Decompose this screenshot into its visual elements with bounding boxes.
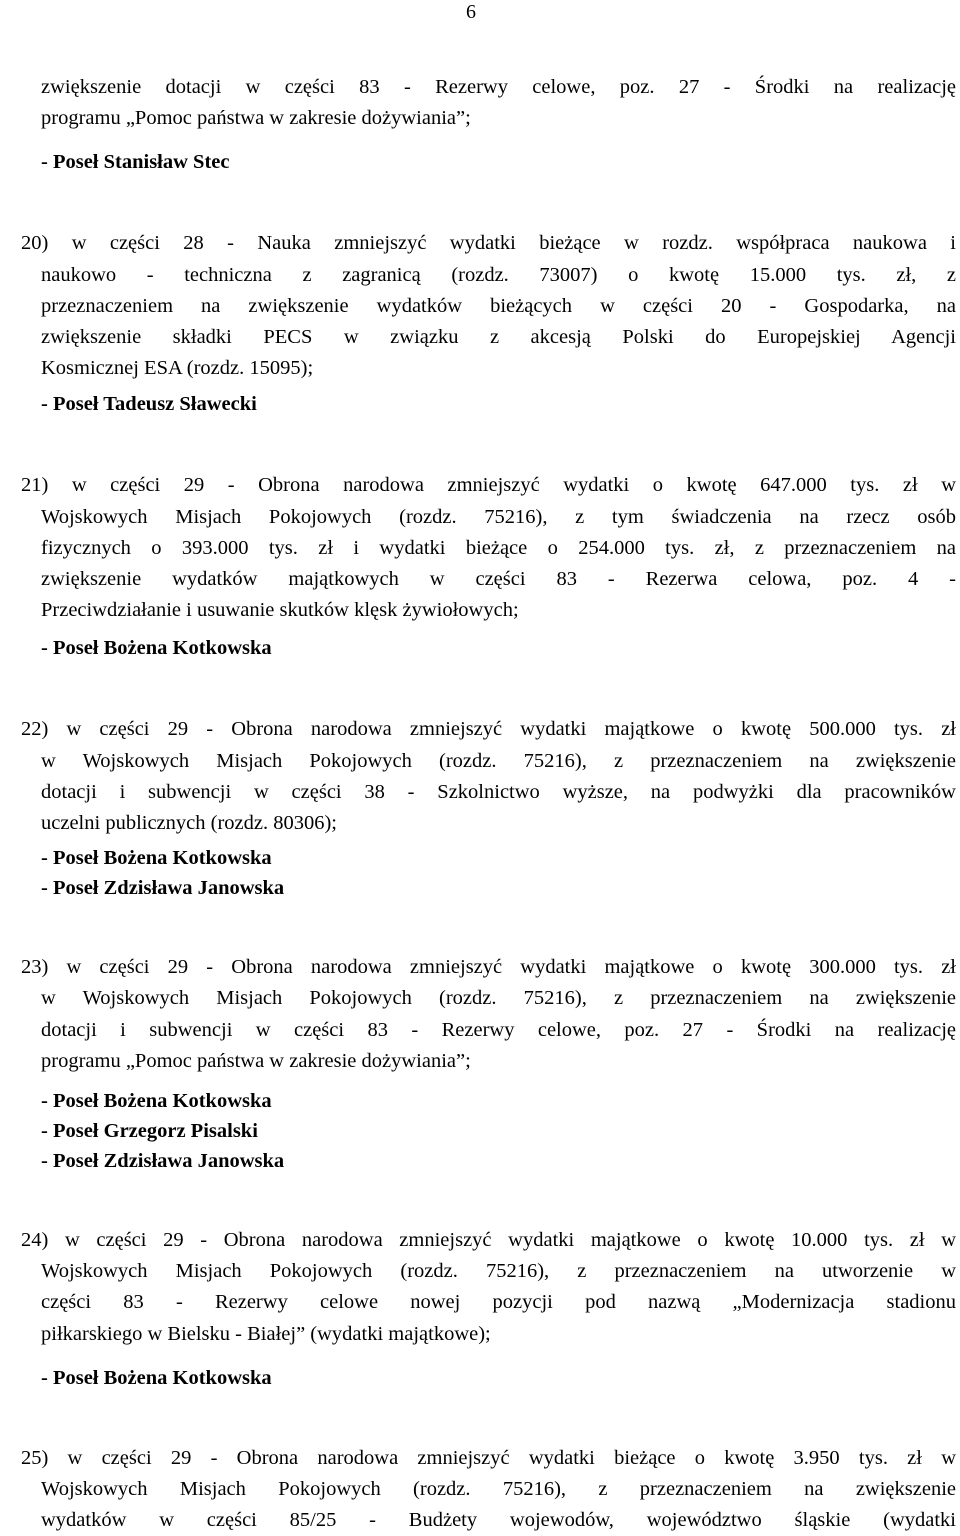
speaker-list — [41, 1086, 956, 1176]
text-line: dotacji i subwencji w części 83 - Rezerwy celowe, poz. 27 - Środki na realizację — [41, 1018, 956, 1041]
speaker-name: - Poseł Stanisław Stec — [41, 151, 230, 174]
amendment-text — [21, 470, 956, 626]
text-line: w Wojskowych Misjach Pokojowych (rozdz. 75216), z przeznaczeniem na zwiększenie — [41, 749, 956, 772]
amendment-text — [21, 714, 956, 839]
text-line: fizycznych o 393.000 tys. zł i wydatki bieżące o 254.000 tys. zł, z przeznaczeniem na — [41, 536, 956, 559]
continuation-text — [41, 72, 956, 134]
text-line: Wojskowych Misjach Pokojowych (rozdz. 75216), z przeznaczeniem na utworzenie w — [41, 1260, 956, 1283]
amendment-text — [21, 1225, 956, 1350]
text-line: dotacji i subwencji w części 38 - Szkolnictwo wyższe, na podwyżki dla pracowników — [41, 780, 956, 803]
speaker-name: - Poseł Zdzisława Janowska — [41, 877, 285, 900]
text-line: 23) w części 29 - Obrona narodowa zmniejszyć wydatki majątkowe o kwotę 300.000 tys. zł — [21, 956, 956, 979]
text-line: Wojskowych Misjach Pokojowych (rozdz. 75216), z tym świadczenia na rzecz osób — [41, 505, 956, 528]
amendment-item-22 — [21, 714, 956, 903]
speaker-list — [41, 1363, 956, 1393]
speaker-name: - Poseł Zdzisława Janowska — [41, 1150, 285, 1173]
speaker-name: - Poseł Grzegorz Pisalski — [41, 1120, 258, 1143]
text-line: części 83 - Rezerwy celowe nowej pozycji pod nazwą „Modernizacja stadionu — [41, 1291, 956, 1314]
amendment-text — [21, 1443, 956, 1536]
amendment-item-23 — [21, 952, 956, 1176]
speaker-list — [41, 389, 956, 419]
page-number: 6 — [466, 1, 476, 23]
text-line: zwiększenie składki PECS w związku z akcesją Polski do Europejskiej Agencji — [41, 326, 956, 349]
amendment-item-24 — [21, 1225, 956, 1393]
document-body — [21, 72, 956, 1536]
amendment-item-25 — [21, 1443, 956, 1536]
text-line: Wojskowych Misjach Pokojowych (rozdz. 75216), z przeznaczeniem na zwiększenie — [41, 1478, 956, 1501]
text-line: 21) w części 29 - Obrona narodowa zmniejszyć wydatki o kwotę 647.000 tys. zł w — [21, 474, 956, 497]
amendment-text — [21, 952, 956, 1077]
speaker-name: - Poseł Bożena Kotkowska — [41, 637, 272, 660]
text-line: Kosmicznej ESA (rozdz. 15095); — [41, 357, 314, 380]
speaker-name: - Poseł Bożena Kotkowska — [41, 847, 272, 870]
speaker-name: - Poseł Bożena Kotkowska — [41, 1090, 272, 1113]
text-line: piłkarskiego w Bielsku - Białej” (wydatki majątkowe); — [41, 1322, 491, 1345]
text-line: przeznaczeniem na zwiększenie wydatków bieżących w części 20 - Gospodarka, na — [41, 294, 956, 317]
text-line: uczelni publicznych (rozdz. 80306); — [41, 812, 337, 835]
text-line: wydatków w części 85/25 - Budżety wojewodów, województwo śląskie (wydatki — [41, 1509, 956, 1532]
speaker-name: - Poseł Tadeusz Sławecki — [41, 393, 257, 416]
continuation-block — [41, 72, 956, 177]
text-line: zwiększenie wydatków majątkowych w części 83 - Rezerwa celowa, poz. 4 - — [41, 568, 956, 591]
text-line: naukowo - techniczna z zagranicą (rozdz. 73007) o kwotę 15.000 tys. zł, z — [41, 263, 956, 286]
text-line: programu „Pomoc państwa w zakresie dożywiania”; — [41, 107, 471, 130]
text-line: 25) w części 29 - Obrona narodowa zmniejszyć wydatki bieżące o kwotę 3.950 tys. zł w — [21, 1446, 956, 1469]
text-line: w Wojskowych Misjach Pokojowych (rozdz. 75216), z przeznaczeniem na zwiększenie — [41, 987, 956, 1010]
amendment-item-21 — [21, 470, 956, 663]
speaker-list — [41, 147, 956, 177]
text-line: programu „Pomoc państwa w zakresie dożywiania”; — [41, 1049, 471, 1072]
speaker-list — [41, 633, 956, 663]
amendment-text — [21, 228, 956, 384]
text-line: zwiększenie dotacji w części 83 - Rezerwy celowe, poz. 27 - Środki na realizację — [41, 76, 956, 98]
text-line: Przeciwdziałanie i usuwanie skutków klęsk żywiołowych; — [41, 599, 519, 622]
text-line: 20) w części 28 - Nauka zmniejszyć wydatki bieżące w rozdz. współpraca naukowa i — [21, 232, 956, 255]
amendment-item-20 — [21, 228, 956, 419]
speaker-name: - Poseł Bożena Kotkowska — [41, 1366, 272, 1389]
text-line: 24) w części 29 - Obrona narodowa zmniejszyć wydatki majątkowe o kwotę 10.000 tys. zł w — [21, 1229, 956, 1252]
speaker-list — [41, 843, 956, 903]
text-line: 22) w części 29 - Obrona narodowa zmniejszyć wydatki majątkowe o kwotę 500.000 tys. zł — [21, 718, 956, 741]
